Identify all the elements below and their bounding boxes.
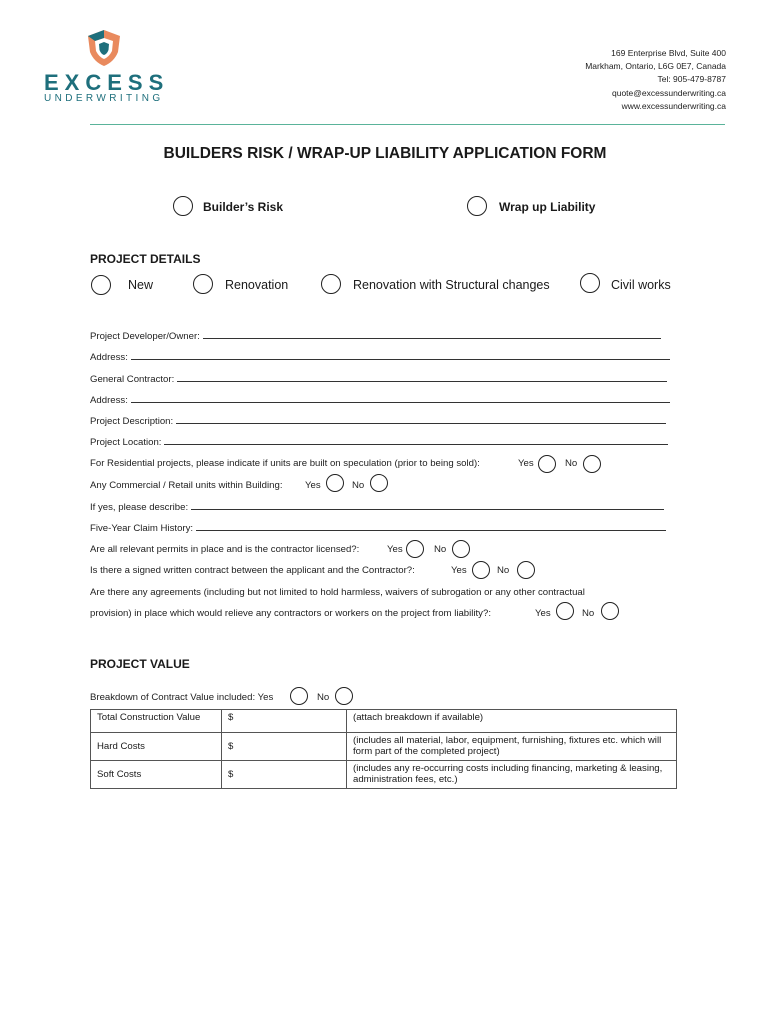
amount-input[interactable]: $	[222, 733, 347, 761]
row-note: (includes all material, labor, equipment, furnishing, fixtures etc. which will form part of the completed project)	[347, 733, 677, 761]
developer-field[interactable]	[90, 330, 661, 342]
contract-question: Is there a signed written contract between the applicant and the Contractor?:	[90, 565, 415, 576]
type-renovation-radio[interactable]	[193, 274, 213, 294]
company-subname: UNDERWRITING	[44, 93, 164, 104]
table-row	[91, 761, 677, 789]
type-new-radio[interactable]	[91, 275, 111, 295]
contract-yes-label: Yes	[451, 565, 467, 576]
type-new-label: New	[128, 278, 154, 292]
speculation-no-label: No	[565, 458, 578, 469]
contract-value-table	[90, 709, 677, 789]
table-row	[91, 733, 677, 761]
project-details-heading: PROJECT DETAILS	[90, 252, 201, 266]
agreements-no-label: No	[582, 608, 595, 619]
amount-input[interactable]: $	[222, 761, 347, 789]
address2-field[interactable]	[90, 394, 670, 406]
breakdown-no-label: No	[317, 692, 330, 703]
row-label: Total Construction Value	[91, 710, 222, 733]
claims-label: Five-Year Claim History:	[90, 523, 194, 534]
type-structural-radio[interactable]	[321, 274, 341, 294]
wrap-up-liability-label: Wrap up Liability	[499, 200, 596, 214]
contract-yes-radio[interactable]	[472, 561, 490, 579]
builders-risk-radio[interactable]	[173, 196, 193, 216]
contractor-label: General Contractor:	[90, 374, 175, 385]
agreements-yes-label: Yes	[535, 608, 551, 619]
location-input-line[interactable]	[164, 436, 668, 445]
contract-no-radio[interactable]	[517, 561, 535, 579]
address2-label: Address:	[90, 395, 128, 406]
agreements-yes-radio[interactable]	[556, 602, 574, 620]
address1-input-line[interactable]	[131, 351, 670, 360]
agreements-no-radio[interactable]	[601, 602, 619, 620]
claims-field[interactable]	[90, 522, 666, 534]
row-label: Soft Costs	[91, 761, 222, 789]
speculation-yes-radio[interactable]	[538, 455, 556, 473]
permits-yes-label: Yes	[387, 544, 403, 555]
website-link[interactable]: www.excessunderwriting.ca	[621, 100, 726, 111]
commercial-yes-label: Yes	[305, 480, 321, 491]
breakdown-question	[90, 692, 273, 703]
phone-line: Tel: 905-479-8787	[657, 74, 726, 85]
commercial-no-label: No	[352, 480, 365, 491]
developer-input-line[interactable]	[203, 330, 661, 339]
address1-label: Address:	[90, 352, 128, 363]
type-renovation-label: Renovation	[225, 278, 289, 292]
agreements-question-line2: provision) in place which would relieve any contractors or workers on the project from liability?:	[90, 608, 491, 619]
agreements-question-line1: Are there any agreements (including but not limited to hold harmless, waivers of subrogation or any other contractual	[90, 587, 585, 598]
shield-logo-icon	[86, 28, 122, 68]
breakdown-label: Breakdown of Contract Value included:	[90, 692, 256, 703]
permits-no-radio[interactable]	[452, 540, 470, 558]
type-civil-radio[interactable]	[580, 273, 600, 293]
speculation-question: For Residential projects, please indicate if units are built on speculation (prior to being sold):	[90, 458, 480, 469]
commercial-yes-radio[interactable]	[326, 474, 344, 492]
commercial-no-radio[interactable]	[370, 474, 388, 492]
breakdown-yes-radio[interactable]	[290, 687, 308, 705]
permits-no-label: No	[434, 544, 447, 555]
address-line: 169 Enterprise Blvd, Suite 400	[611, 48, 726, 58]
breakdown-yes-label: Yes	[257, 692, 274, 703]
permits-yes-radio[interactable]	[406, 540, 424, 558]
describe-field[interactable]	[90, 501, 664, 513]
commercial-question: Any Commercial / Retail units within Building:	[90, 480, 283, 491]
company-name: EXCESS	[44, 70, 170, 95]
description-label: Project Description:	[90, 416, 174, 427]
row-note: (includes any re-occurring costs including financing, marketing & leasing, administration fees, etc.)	[347, 761, 677, 789]
builders-risk-label: Builder’s Risk	[203, 200, 284, 214]
type-structural-label: Renovation with Structural changes	[353, 278, 550, 292]
header-divider	[90, 124, 725, 125]
address1-field[interactable]	[90, 351, 670, 363]
email-link[interactable]: quote@excessunderwriting.ca	[612, 87, 726, 98]
speculation-no-radio[interactable]	[583, 455, 601, 473]
description-input-line[interactable]	[176, 415, 666, 424]
table-row	[91, 710, 677, 733]
contract-no-label: No	[497, 565, 510, 576]
row-note: (attach breakdown if available)	[347, 710, 677, 733]
location-label: Project Location:	[90, 437, 162, 448]
row-label: Hard Costs	[91, 733, 222, 761]
project-value-heading: PROJECT VALUE	[90, 657, 190, 671]
developer-label: Project Developer/Owner:	[90, 331, 200, 342]
wrap-up-liability-radio[interactable]	[467, 196, 487, 216]
location-field[interactable]	[90, 436, 668, 448]
type-civil-label: Civil works	[611, 278, 671, 292]
breakdown-no-radio[interactable]	[335, 687, 353, 705]
permits-question: Are all relevant permits in place and is the contractor licensed?:	[90, 544, 360, 555]
amount-input[interactable]: $	[222, 710, 347, 733]
description-field[interactable]	[90, 415, 666, 427]
claims-input-line[interactable]	[196, 522, 666, 531]
contractor-field[interactable]	[90, 373, 667, 385]
company-address	[585, 47, 726, 113]
describe-label: If yes, please describe:	[90, 502, 189, 513]
describe-input-line[interactable]	[191, 501, 664, 510]
address2-input-line[interactable]	[131, 394, 670, 403]
address-line: Markham, Ontario, L6G 0E7, Canada	[585, 61, 726, 72]
form-title: BUILDERS RISK / WRAP-UP LIABILITY APPLICATION FORM	[163, 145, 607, 162]
contractor-input-line[interactable]	[177, 373, 667, 382]
speculation-yes-label: Yes	[518, 458, 534, 469]
